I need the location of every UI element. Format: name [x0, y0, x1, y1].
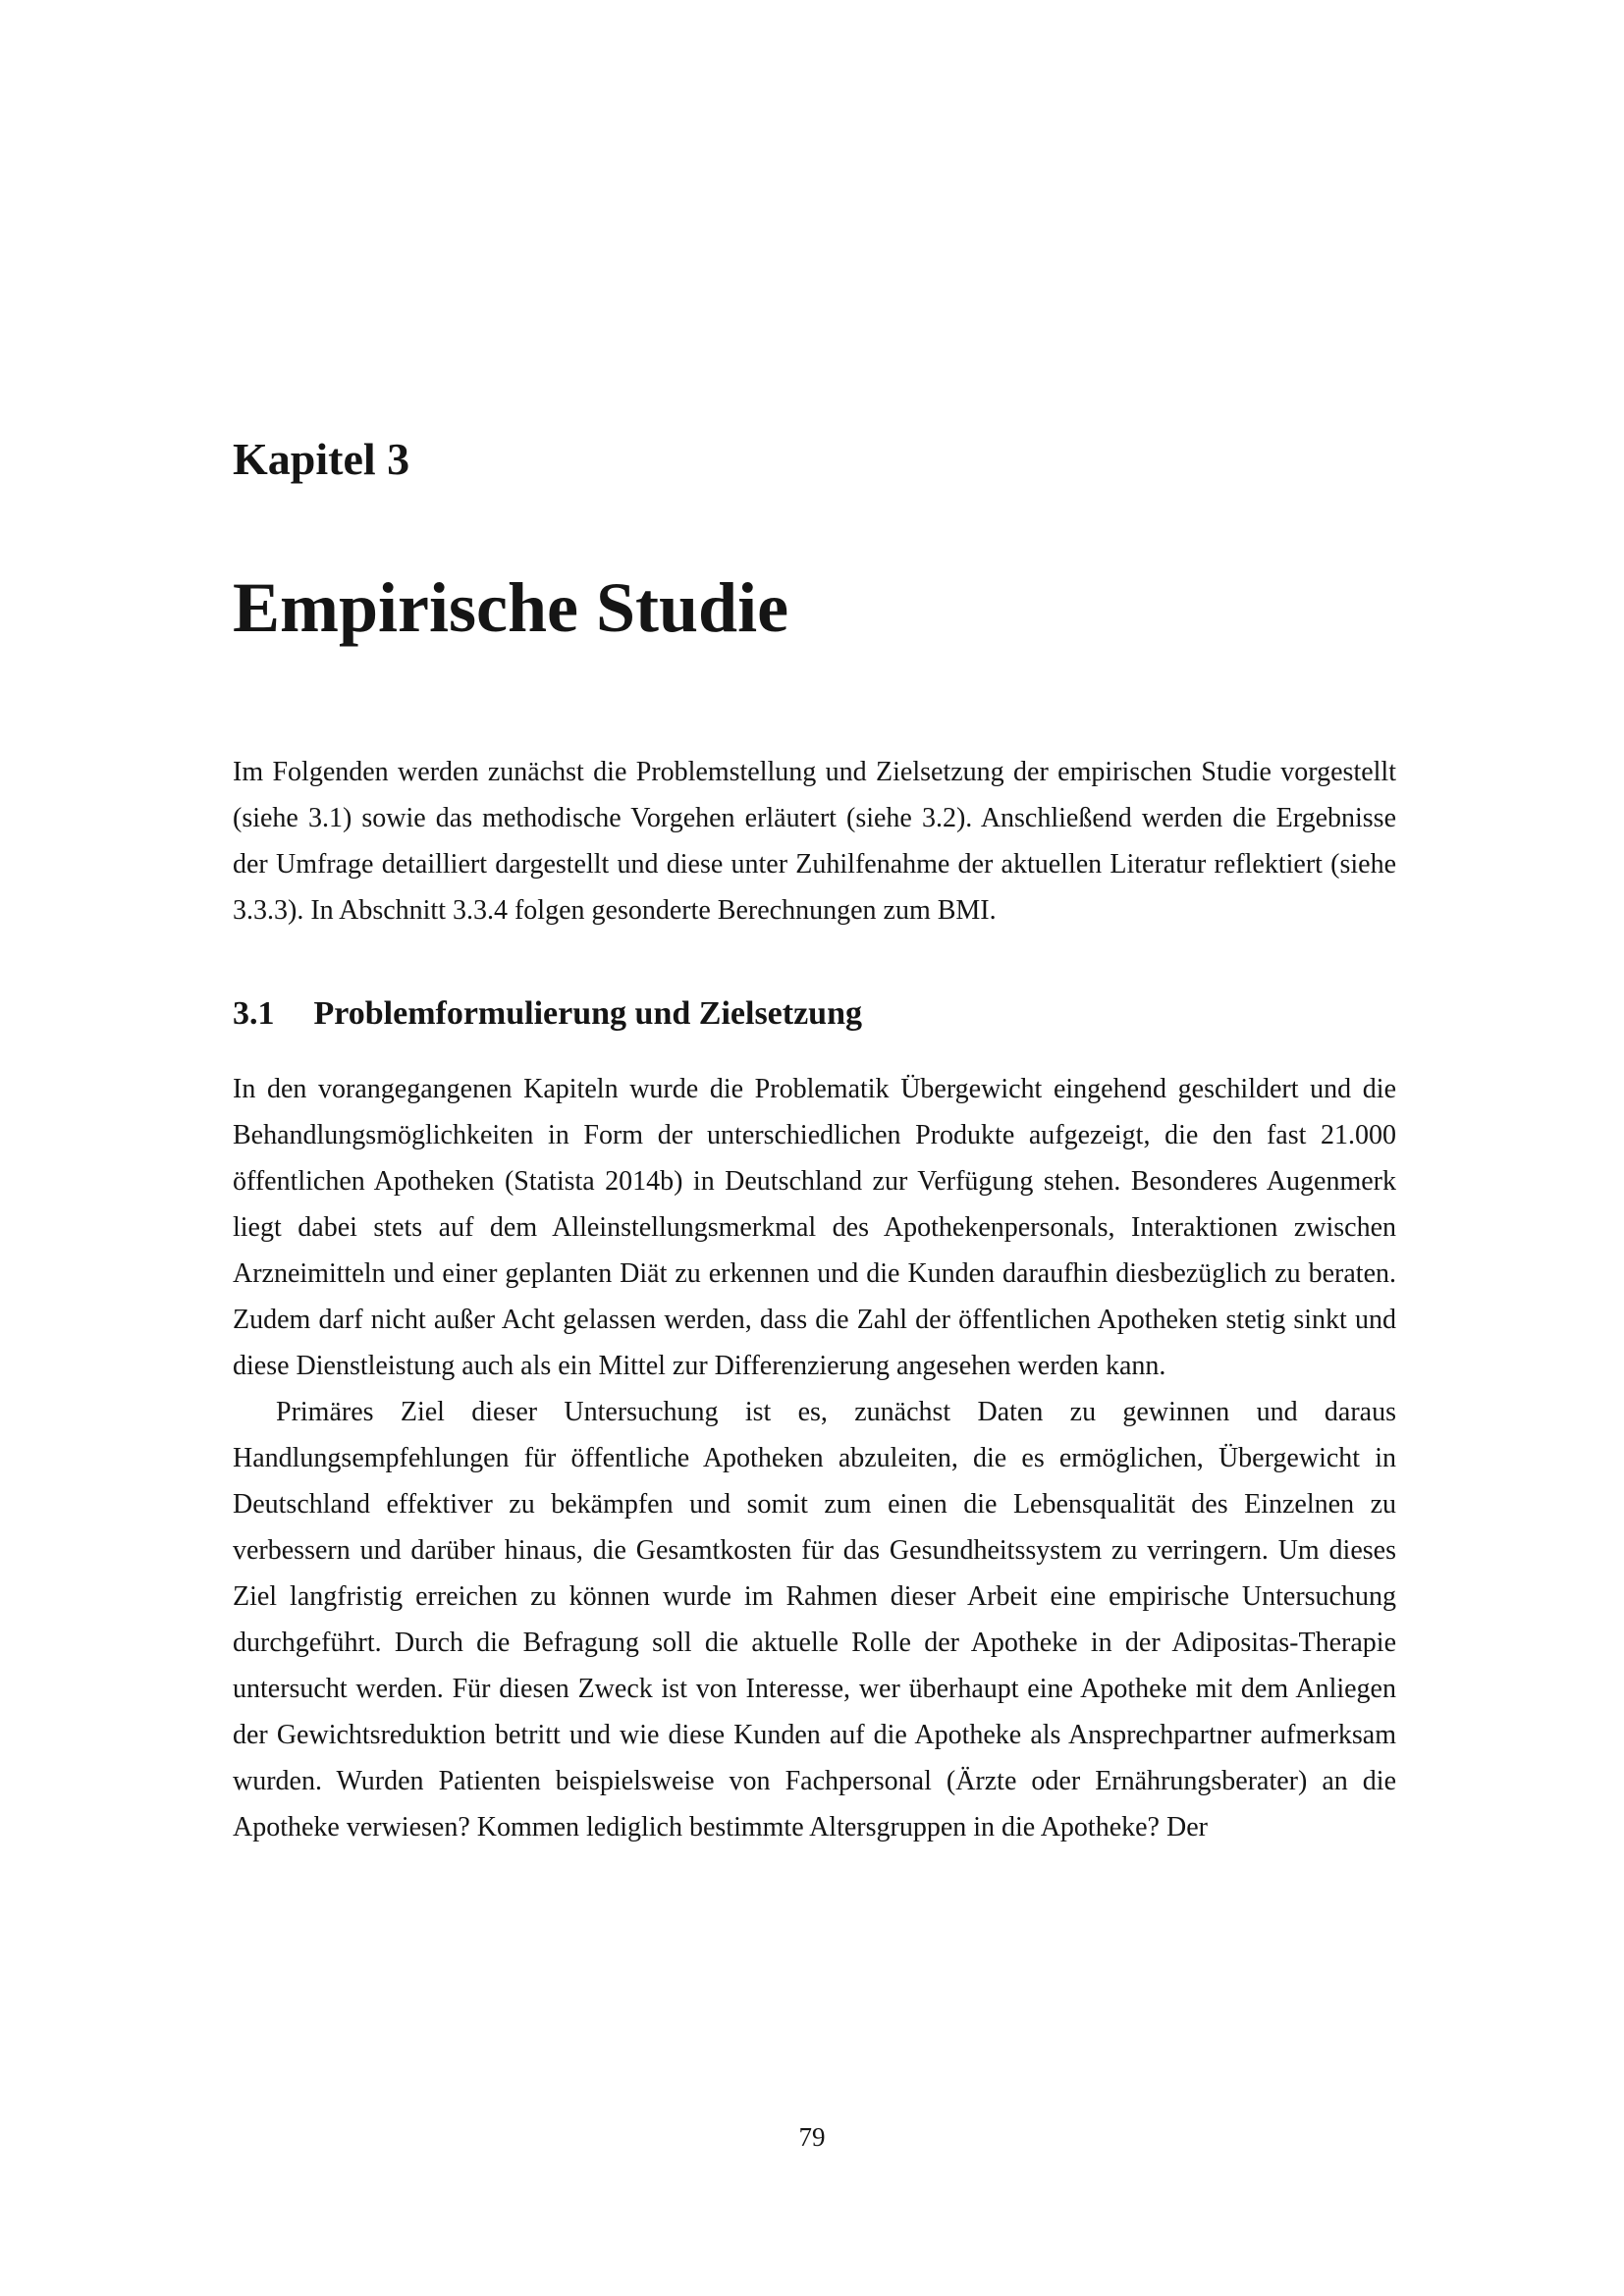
chapter-title: Empirische Studie [233, 567, 789, 647]
section-number: 3.1 [233, 994, 275, 1032]
section-body [233, 1066, 1396, 1850]
section-heading [233, 994, 1396, 1035]
page-number: 79 [798, 2122, 826, 2152]
text-column [233, 0, 1396, 1850]
chapter-intro [233, 749, 1396, 934]
chapter-label: Kapitel 3 [233, 434, 410, 484]
intro-paragraph: Im Folgenden werden zunächst die Problemstellung und Zielsetzung der empirischen Studie vorgestellt (siehe 3.1) sowie das methodische Vorgehen erläutert (siehe 3.2). Anschließend werden die Ergebnisse der Umfrage detailliert dargestellt und diese unter Zuhilfenahme der aktuellen Literatur reflektiert (siehe 3.3.3). In Abschnitt 3.3.4 folgen gesonderte Berechnungen zum BMI. [233, 756, 1396, 926]
body-paragraph: In den vorangegangenen Kapiteln wurde die Problematik Übergewicht eingehend geschildert und die Behandlungsmöglichkeiten in Form der unterschiedlichen Produkte aufgezeigt, die den fast 21.000 öffentlichen Apotheken (Statista 2014b) in Deutschland zur Verfügung stehen. Besonderes Augenmerk liegt dabei stets auf dem Alleinstellungsmerkmal des Apothekenpersonals, Interaktionen zwischen Arzneimitteln und einer geplanten Diät zu erkennen und die Kunden daraufhin diesbezüglich zu beraten. Zudem darf nicht außer Acht gelassen werden, dass die Zahl der öffentlichen Apotheken stetig sinkt und diese Dienstleistung auch als ein Mittel zur Differenzierung angesehen werden kann. [233, 1073, 1396, 1381]
section-title: Problemformulierung und Zielsetzung [313, 994, 862, 1032]
body-paragraph: Primäres Ziel dieser Untersuchung ist es, zunächst Daten zu gewinnen und daraus Handlungsempfehlungen für öffentliche Apotheken abzuleiten, die es ermöglichen, Übergewicht in Deutschland effektiver zu bekämpfen und somit zum einen die Lebensqualität des Einzelnen zu verbessern und darüber hinaus, die Gesamtkosten für das Gesundheitssystem zu verringern. Um dieses Ziel langfristig erreichen zu können wurde im Rahmen dieser Arbeit eine empirische Untersuchung durchgeführt. Durch die Befragung soll die aktuelle Rolle der Apotheke in der Adipositas-Therapie untersucht werden. Für diesen Zweck ist von Interesse, wer überhaupt eine Apotheke mit dem Anliegen der Gewichtsreduktion betritt und wie diese Kunden auf die Apotheke als Ansprechpartner aufmerksam wurden. Wurden Patienten beispielsweise von Fachpersonal (Ärzte oder Ernährungsberater) an die Apotheke verwiesen? Kommen lediglich bestimmte Altersgruppen in die Apotheke? Der [233, 1396, 1396, 1842]
